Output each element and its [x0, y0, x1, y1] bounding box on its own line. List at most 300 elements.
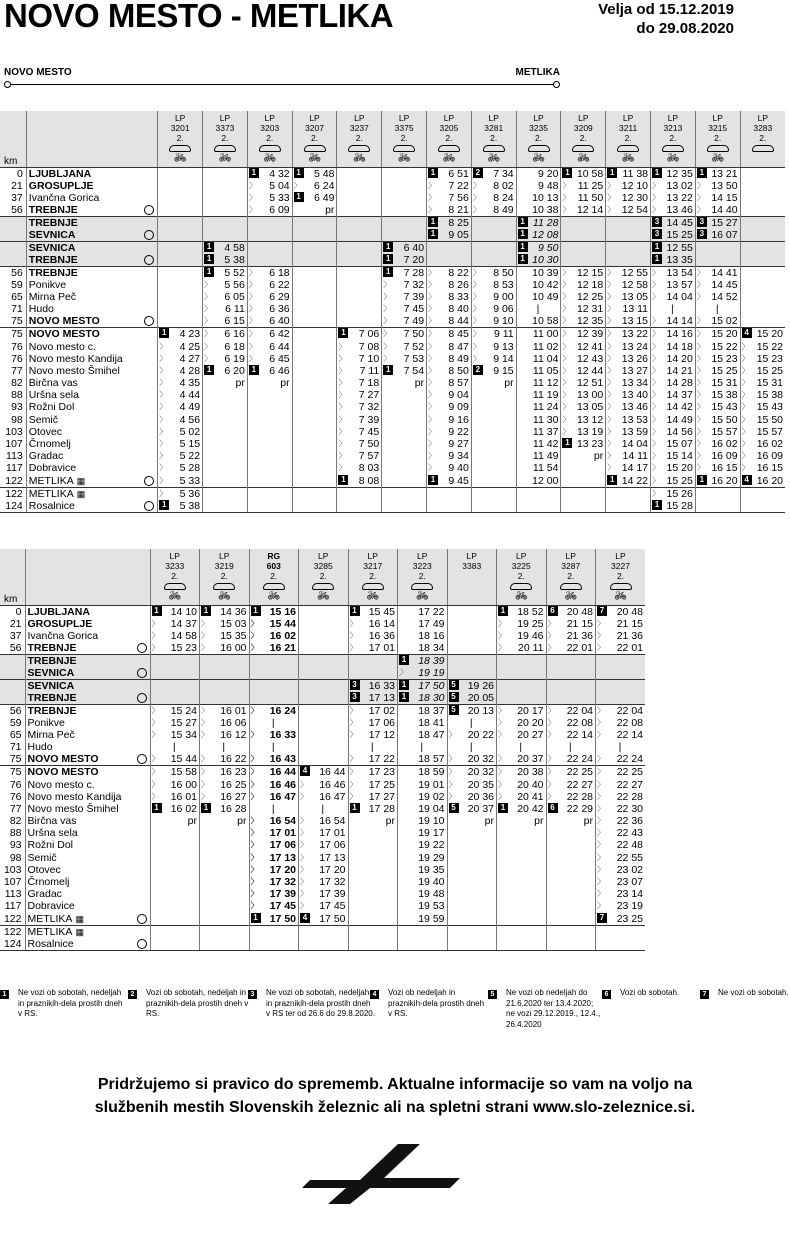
train-class: 2.	[171, 571, 179, 581]
footnote-1	[2, 988, 123, 1020]
train-class: 2.	[369, 571, 377, 581]
departure-time	[740, 340, 785, 352]
station-name: Dobravice	[27, 900, 75, 913]
pass-marker: 〉	[696, 292, 705, 302]
footnote-4	[372, 988, 488, 1020]
time-text: 15 25	[756, 364, 783, 377]
time-text: 20 37	[467, 802, 494, 815]
pass-marker: 〉	[562, 353, 571, 363]
departure-time	[427, 180, 472, 192]
departure-time	[427, 279, 472, 291]
time-text: 15 38	[711, 389, 738, 402]
time-text: 4 56	[179, 413, 201, 426]
pass-marker: 〉	[696, 402, 705, 412]
departure-time	[651, 401, 696, 413]
time-text: 13 05	[621, 291, 649, 304]
pass-marker: 〉	[696, 378, 705, 388]
train-column-header	[447, 549, 497, 605]
time-text: 16 23	[220, 766, 247, 779]
footnote-badge: 1	[350, 803, 360, 813]
departure-time	[596, 778, 646, 790]
departure-time	[348, 741, 398, 753]
departure-time	[382, 401, 427, 413]
departure-time	[382, 426, 427, 438]
pass-marker: 〉	[562, 204, 571, 214]
departure-time	[740, 229, 785, 242]
departure-time	[561, 462, 606, 474]
departure-time	[695, 365, 740, 377]
time-text: |	[568, 741, 572, 754]
time-text: 9 34	[448, 450, 469, 463]
pass-marker: 〉	[250, 705, 259, 715]
train-number: 3285	[313, 561, 333, 571]
station-ponikve	[26, 279, 157, 291]
time-text: 6 20	[224, 364, 245, 377]
pass-marker: 〉	[547, 618, 556, 628]
departure-time	[695, 389, 740, 401]
time-text: |	[469, 716, 473, 729]
departure-time	[348, 605, 398, 618]
train-number: 3225	[511, 561, 531, 571]
departure-time	[497, 717, 547, 729]
departure-time	[382, 192, 427, 204]
departure-time	[427, 401, 472, 413]
departure-time	[249, 778, 299, 790]
departure-time	[292, 401, 337, 413]
km-value: 71	[9, 741, 22, 754]
departure-time	[200, 839, 250, 851]
departure-time	[337, 229, 382, 242]
time-text: 5 36	[179, 487, 201, 500]
departure-time	[150, 791, 200, 803]
train-number: 3281	[484, 123, 504, 133]
pass-marker: 〉	[428, 390, 437, 400]
time-text: 23 25	[616, 912, 643, 925]
departure-time	[348, 925, 398, 938]
pass-marker: 〉	[472, 341, 481, 351]
station-dobravice	[26, 462, 157, 474]
station-gradac	[25, 888, 150, 900]
bicycle-icon: 🚲︎	[564, 591, 578, 602]
time-text: 13 11	[622, 303, 649, 316]
time-text: 8 47	[448, 340, 469, 353]
station-name: Gradac	[28, 450, 64, 463]
departure-time	[561, 279, 606, 291]
departure-time	[382, 487, 427, 500]
departure-time	[546, 618, 596, 630]
time-text: 21 15	[616, 617, 643, 630]
pass-marker: 〉	[696, 451, 705, 461]
departure-time	[546, 717, 596, 729]
pass-marker: 〉	[498, 730, 506, 740]
departure-time	[695, 353, 740, 365]
time-text: 15 07	[666, 438, 693, 451]
time-text: 15 57	[711, 425, 738, 438]
station-grosuplje	[25, 618, 150, 630]
departure-time	[247, 450, 292, 462]
time-text: 7 50	[358, 438, 380, 451]
time-text: 16 15	[756, 462, 783, 475]
footnote-badge: 5	[449, 803, 459, 813]
pass-marker: 〉	[428, 279, 437, 289]
timetable-row	[0, 340, 785, 352]
departure-time	[382, 328, 427, 341]
pass-marker: 〉	[383, 279, 392, 289]
station-name: TREBNJE	[28, 216, 78, 229]
km-value: 93	[11, 401, 23, 414]
departure-time	[348, 717, 398, 729]
pass-marker: 〉	[597, 791, 605, 801]
station-name: TREBNJE	[27, 654, 77, 667]
time-text: 11 05	[532, 364, 559, 377]
departure-time	[249, 876, 299, 888]
pass-marker: 〉	[151, 767, 160, 777]
train-class: 2.	[714, 133, 722, 143]
footnote-badge: 4	[300, 913, 310, 923]
departure-time	[150, 766, 200, 779]
departure-time	[200, 864, 250, 876]
footnote-badge: 1	[204, 254, 214, 264]
footnote-badge: 6	[602, 990, 611, 999]
station-novo-mesto-kandija	[25, 791, 150, 803]
time-text: 9 00	[493, 291, 514, 304]
timetable-row	[0, 328, 785, 341]
departure-time	[447, 618, 497, 630]
time-text: 14 56	[666, 425, 693, 438]
km-value	[0, 254, 26, 267]
departure-time	[158, 353, 203, 365]
pass-marker: 〉	[300, 852, 308, 862]
departure-time	[516, 450, 561, 462]
pass-marker: 〉	[300, 901, 308, 911]
pass-marker: 〉	[300, 864, 308, 874]
departure-time	[200, 630, 250, 642]
departure-time	[561, 241, 606, 254]
time-text: 10 30	[532, 253, 559, 266]
train-number: 3203	[260, 123, 280, 133]
station-name: NOVO MESTO	[28, 315, 100, 328]
timetable-row	[0, 450, 785, 462]
time-text: 20 40	[517, 778, 544, 791]
departure-time	[516, 291, 561, 303]
departure-time	[158, 241, 203, 254]
departure-time	[606, 303, 651, 315]
departure-time	[447, 741, 497, 753]
pass-marker: 〉	[338, 402, 347, 412]
departure-time	[348, 692, 398, 705]
pass-marker: 〉	[159, 488, 168, 498]
station-crnomelj	[26, 438, 157, 450]
time-text: 16 36	[368, 629, 395, 642]
train-header-row	[0, 549, 645, 605]
footnote-badge: 1	[383, 254, 393, 264]
departure-time	[546, 753, 596, 766]
departure-time	[247, 192, 292, 204]
connection-circle-icon	[137, 693, 147, 703]
departure-time	[651, 254, 696, 267]
time-text: 13 46	[621, 401, 649, 414]
departure-time	[427, 365, 472, 377]
time-text: 17 45	[269, 900, 296, 913]
pass-marker: 〉	[741, 378, 750, 388]
time-text: 7 56	[448, 191, 469, 204]
departure-time	[292, 462, 337, 474]
departure-time	[606, 216, 651, 229]
pass-marker: 〉	[562, 341, 571, 351]
time-text: 16 02	[711, 438, 738, 451]
departure-time	[606, 241, 651, 254]
departure-time	[651, 462, 696, 474]
station-rozni-dol	[26, 401, 157, 413]
departure-time	[337, 438, 382, 450]
pass-marker: 〉	[696, 439, 705, 449]
km-value: 65	[11, 291, 23, 304]
pass-marker: 〉	[151, 717, 160, 727]
pass-marker: 〉	[607, 353, 616, 363]
km-value: 98	[9, 851, 22, 864]
pass-marker: 〉	[607, 390, 616, 400]
departure-time	[382, 315, 427, 328]
bicycle-icon: 🚲︎	[267, 591, 281, 602]
departure-time	[651, 414, 696, 426]
departure-time	[740, 500, 785, 513]
departure-time	[382, 229, 427, 242]
time-text: 16 47	[269, 790, 296, 803]
train-class: 2.	[220, 571, 228, 581]
time-text: 7 32	[403, 278, 425, 291]
km-value: 124	[0, 938, 25, 951]
time-text: 11 54	[532, 462, 559, 475]
departure-time	[447, 717, 497, 729]
pass-marker: 〉	[250, 767, 259, 777]
time-text: 19 35	[418, 863, 445, 876]
pass-marker: 〉	[428, 316, 437, 326]
departure-time	[292, 414, 337, 426]
time-text: 22 27	[616, 778, 643, 791]
pass-marker: 〉	[250, 630, 259, 640]
connection-circle-icon	[144, 255, 154, 265]
km-value: 113	[6, 450, 23, 463]
train-category: LP	[169, 551, 180, 561]
time-text: 7 10	[358, 352, 380, 365]
time-text: 16 54	[319, 815, 346, 828]
time-text: 11 00	[532, 328, 559, 341]
station-header	[25, 549, 150, 605]
pass-marker: 〉	[448, 754, 457, 764]
footnote-badge: 1	[350, 606, 360, 616]
pass-marker: 〉	[652, 451, 661, 461]
coach-icon	[213, 583, 235, 590]
departure-time	[398, 864, 448, 876]
time-text: 6 15	[224, 315, 245, 328]
pass-marker: 〉	[383, 341, 392, 351]
km-value: 93	[9, 839, 22, 852]
pass-marker: 〉	[201, 779, 209, 789]
time-text: 13 15	[621, 315, 649, 328]
departure-time	[561, 414, 606, 426]
time-text: pr	[593, 450, 604, 463]
departure-time	[561, 401, 606, 413]
pass-marker: 〉	[652, 390, 661, 400]
departure-time	[158, 315, 203, 328]
time-text: 12 39	[576, 328, 604, 341]
departure-time	[382, 180, 427, 192]
train-class: 2.	[445, 133, 453, 143]
km-value: 21	[9, 617, 22, 630]
departure-time	[247, 291, 292, 303]
station-novo-mesto	[25, 753, 150, 766]
station-sevnica	[26, 229, 157, 242]
pass-marker: 〉	[607, 451, 616, 461]
train-class: 2.	[270, 571, 278, 581]
departure-time	[398, 925, 448, 938]
time-text: 15 50	[756, 413, 783, 426]
departure-time	[348, 815, 398, 827]
departure-time	[337, 353, 382, 365]
km-value: 56	[9, 641, 22, 654]
station-name: Rosalnice	[27, 937, 74, 950]
time-text: 6 40	[403, 241, 425, 254]
pass-marker: 〉	[562, 378, 571, 388]
departure-time	[471, 291, 516, 303]
pass-marker: 〉	[741, 353, 750, 363]
time-text: 13 35	[666, 253, 693, 266]
km-value: 0	[16, 167, 23, 180]
time-text: 15 31	[756, 377, 783, 390]
departure-time	[546, 876, 596, 888]
time-text: 17 06	[319, 839, 346, 852]
departure-time	[150, 839, 200, 851]
time-text: 7 22	[448, 179, 469, 192]
train-column-header	[497, 549, 547, 605]
pass-marker: 〉	[741, 463, 750, 473]
pass-marker: 〉	[159, 353, 168, 363]
time-text: 13 05	[576, 401, 604, 414]
time-text: |	[715, 303, 719, 316]
timetable-row	[0, 704, 645, 717]
departure-time	[203, 450, 248, 462]
time-text: 7 08	[358, 340, 380, 353]
train-category: LP	[174, 113, 186, 123]
departure-time	[203, 475, 248, 488]
departure-time	[292, 192, 337, 204]
coach-icon	[438, 145, 460, 152]
time-text: 11 28	[532, 216, 559, 229]
departure-time	[471, 340, 516, 352]
coach-icon	[411, 583, 433, 590]
departure-time	[740, 377, 785, 389]
departure-time	[447, 827, 497, 839]
departure-time	[596, 630, 646, 642]
time-text: 16 20	[756, 474, 783, 487]
bicycle-icon: 🚲︎	[263, 153, 277, 164]
departure-time	[158, 279, 203, 291]
time-text: 8 33	[448, 291, 469, 304]
km-value: 122	[5, 474, 23, 487]
station-otovec	[25, 864, 150, 876]
pass-marker: 〉	[201, 754, 209, 764]
pass-marker: 〉	[338, 390, 347, 400]
route-destination: METLIKA	[515, 67, 560, 78]
train-column-header	[596, 549, 646, 605]
departure-time	[292, 353, 337, 365]
time-text: 17 39	[269, 888, 296, 901]
departure-time	[398, 815, 448, 827]
coach-icon	[348, 145, 370, 152]
departure-time	[447, 753, 497, 766]
footnote-2	[130, 988, 256, 1020]
pass-marker: 〉	[607, 341, 616, 351]
departure-time	[740, 487, 785, 500]
time-text: 14 04	[666, 291, 693, 304]
km-value: 76	[11, 352, 23, 365]
pass-marker: 〉	[428, 463, 437, 473]
pass-marker: 〉	[498, 705, 506, 715]
station-sevnica	[25, 667, 150, 680]
pass-marker: 〉	[652, 488, 661, 498]
departure-time	[292, 291, 337, 303]
calendar-icon: ▦	[76, 475, 86, 486]
km-value: 59	[9, 716, 22, 729]
footnote-badge: 1	[383, 365, 393, 375]
time-text: 5 33	[179, 474, 201, 487]
time-text: 15 43	[711, 401, 738, 414]
time-text: 5 56	[224, 278, 245, 291]
departure-time	[200, 876, 250, 888]
departure-time	[471, 487, 516, 500]
time-text: 20 37	[517, 753, 544, 766]
train-number: 3375	[394, 123, 414, 133]
time-text: 8 08	[358, 474, 380, 487]
departure-time	[427, 167, 472, 180]
train-category: LP	[516, 551, 527, 561]
train-category: LP	[712, 113, 723, 123]
train-class: 2.	[759, 133, 767, 143]
pass-marker: 〉	[349, 791, 358, 801]
pass-marker: 〉	[383, 316, 392, 326]
pass-marker: 〉	[498, 717, 506, 727]
pass-marker: 〉	[338, 451, 347, 461]
departure-time	[651, 180, 696, 192]
departure-time	[292, 315, 337, 328]
departure-time	[546, 778, 596, 790]
departure-time	[427, 438, 472, 450]
departure-time	[150, 913, 200, 926]
footnote-badge: 1	[159, 500, 169, 510]
station-metlika	[25, 913, 150, 926]
pass-marker: 〉	[696, 365, 705, 375]
pass-marker: 〉	[547, 754, 556, 764]
pass-marker: 〉	[338, 353, 347, 363]
time-text: 15 27	[711, 216, 738, 229]
timetable-row	[0, 377, 785, 389]
pass-marker: 〉	[383, 353, 392, 363]
departure-time	[203, 167, 248, 180]
train-column-header	[606, 111, 651, 167]
pass-marker: 〉	[201, 618, 209, 628]
pass-marker: 〉	[159, 378, 168, 388]
time-text: 11 24	[532, 401, 559, 414]
pass-marker: 〉	[472, 192, 481, 202]
connection-circle-icon	[137, 668, 147, 678]
departure-time	[546, 864, 596, 876]
time-text: 9 13	[493, 340, 514, 353]
calendar-icon: ▦	[75, 913, 84, 924]
departure-time	[427, 229, 472, 242]
departure-time	[516, 315, 561, 328]
departure-time	[471, 353, 516, 365]
time-text: 6 18	[224, 340, 245, 353]
